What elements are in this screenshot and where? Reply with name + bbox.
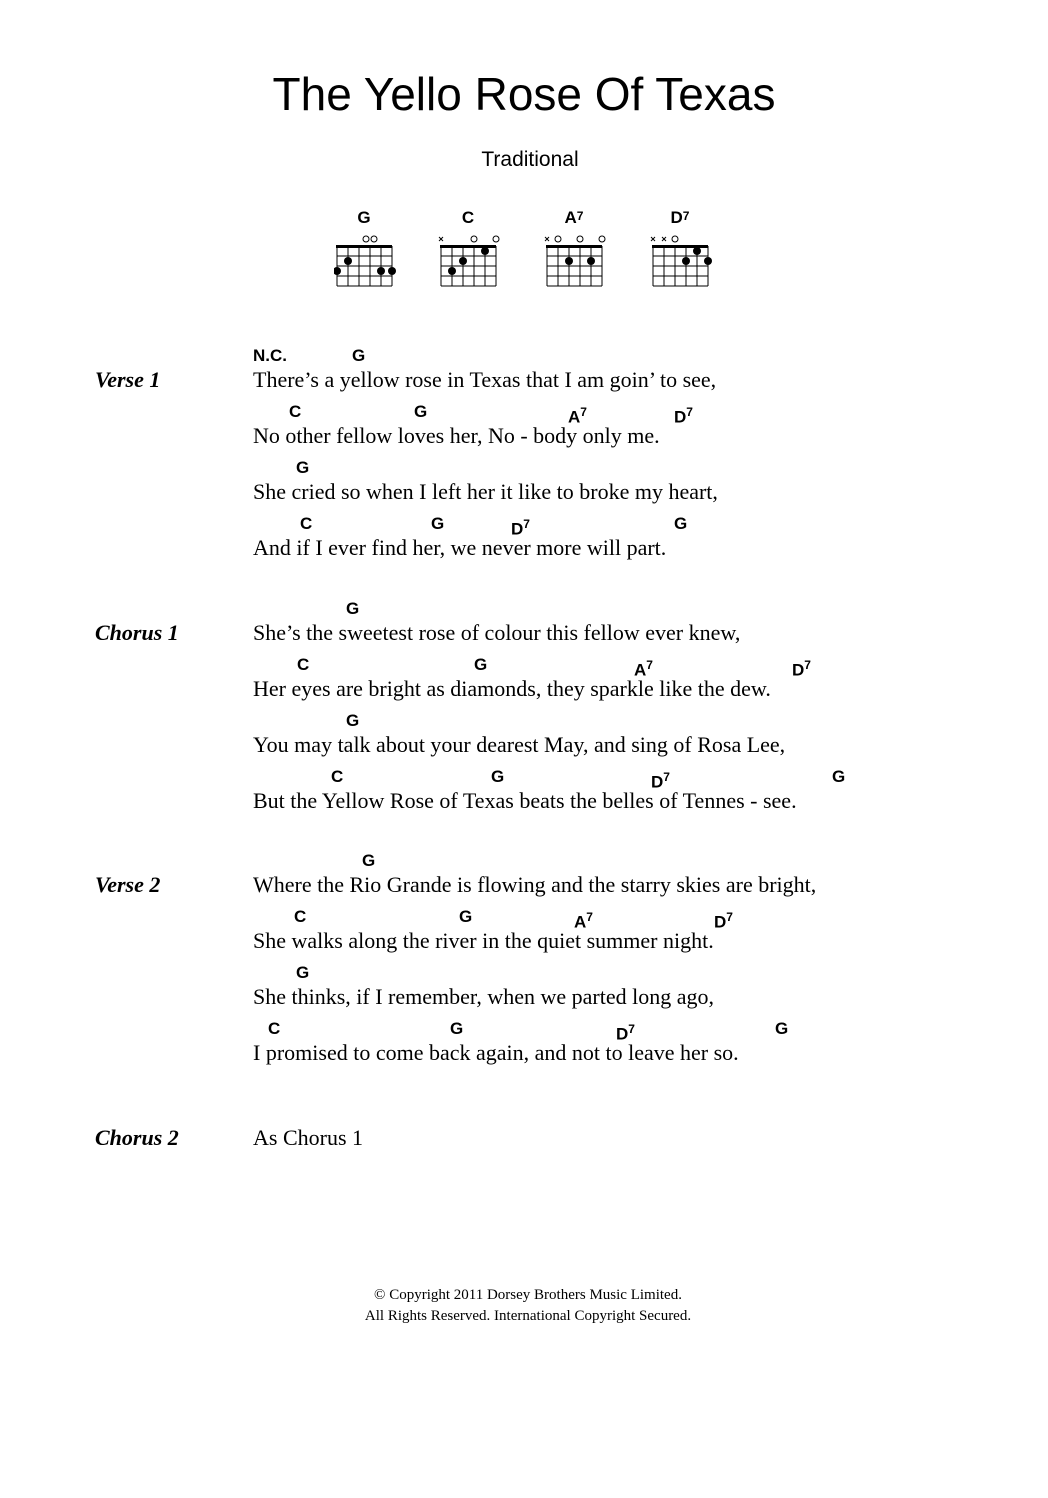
lyric-line: But the Yellow Rose of Texas beats the belles of Tennes - see.	[253, 788, 797, 813]
chord: $D^7$	[792, 658, 811, 680]
chord: G	[414, 402, 428, 421]
lyric-line: Her eyes are bright as diamonds, they sparkle like the dew.	[253, 676, 771, 701]
lyric-line: She’s the sweetest rose of colour this fellow ever knew,	[253, 620, 741, 645]
chord-diagram-c	[438, 208, 518, 298]
chord: N.C.	[253, 346, 287, 365]
chord-diagram-d7	[650, 208, 730, 298]
copyright-line-2: All Rights Reserved. International Copyright Secured.	[364, 1308, 692, 1324]
section-label-chorus-1: Chorus 1	[95, 620, 179, 645]
section-label-chorus-2: Chorus 2	[95, 1125, 179, 1150]
chord: G	[362, 851, 376, 870]
chord: G	[491, 767, 505, 786]
chord: G	[459, 907, 473, 926]
chord-diagram-g	[334, 208, 414, 298]
chord: G	[296, 963, 310, 982]
lyric-line: She walks along the river in the quiet summer night.	[253, 928, 714, 953]
lyric-line: She cried so when I left her it like to broke my heart,	[253, 479, 718, 504]
section-label-verse-1: Verse 1	[95, 367, 161, 392]
chord: $A^7$	[568, 405, 587, 427]
chord: $D^7$	[714, 910, 733, 932]
chord: G	[346, 711, 360, 730]
fretboard-g	[334, 230, 398, 290]
chord-diagram-a7	[544, 208, 624, 298]
chord: $A^7$	[574, 910, 593, 932]
chord: $D^7$	[651, 770, 670, 792]
chord-diagram-name: C	[461, 208, 475, 227]
chord: C	[289, 402, 302, 421]
chord: C	[300, 514, 313, 533]
chord: C	[331, 767, 344, 786]
chord: G	[296, 458, 310, 477]
chord: G	[474, 655, 488, 674]
fretboard-a7	[544, 230, 608, 290]
chord: C	[294, 907, 307, 926]
chord: G	[674, 514, 688, 533]
copyright-line-1: © Copyright 2011 Dorsey Brothers Music Limited.	[374, 1287, 682, 1303]
chorus-2-instruction: As Chorus 1	[253, 1125, 364, 1150]
chord: C	[297, 655, 310, 674]
lyric-line: There’s a yellow rose in Texas that I am goin’ to see,	[253, 367, 717, 392]
lyric-line: She thinks, if I remember, when we parted long ago,	[253, 984, 714, 1009]
chord: $A^7$	[634, 658, 653, 680]
lyric-line: And if I ever find her, we never more will part.	[253, 535, 667, 560]
lyric-line: I promised to come back again, and not to leave her so.	[253, 1040, 739, 1065]
chord: G	[346, 599, 360, 618]
chord: C	[268, 1019, 281, 1038]
chord: G	[431, 514, 445, 533]
chord: G	[775, 1019, 789, 1038]
lyric-line: Where the Rio Grande is flowing and the starry skies are bright,	[253, 872, 817, 897]
chord: G	[832, 767, 846, 786]
section-label-verse-2: Verse 2	[95, 872, 161, 897]
chord-diagram-name: $A^7$	[564, 208, 584, 227]
chord: $D^7$	[616, 1022, 635, 1044]
fretboard-c	[438, 230, 502, 290]
chord: $D^7$	[511, 517, 530, 539]
fretboard-d7	[650, 230, 714, 290]
lyric-line: You may talk about your dearest May, and sing of Rosa Lee,	[253, 732, 786, 757]
lyric-line: No other fellow loves her, No - body only me.	[253, 423, 660, 448]
chord: G	[450, 1019, 464, 1038]
chord: $D^7$	[674, 405, 693, 427]
chord-diagram-name: $D^7$	[670, 208, 690, 227]
chord-diagram-name: G	[357, 208, 371, 227]
chord: G	[352, 346, 366, 365]
song-title: The Yello Rose Of Texas	[272, 68, 776, 120]
composer: Traditional	[481, 148, 579, 171]
